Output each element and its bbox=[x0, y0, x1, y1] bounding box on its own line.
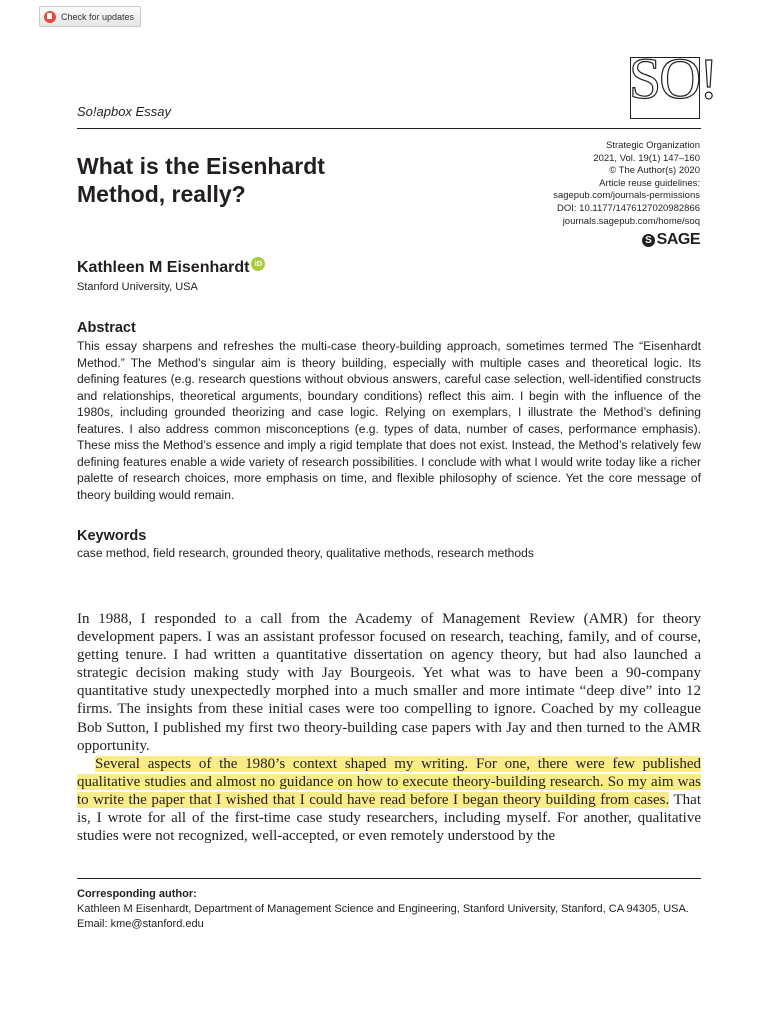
pub-volume: 2021, Vol. 19(1) 147–160 bbox=[593, 152, 700, 164]
pub-reuse-label: Article reuse guidelines: bbox=[599, 177, 700, 189]
keywords-heading: Keywords bbox=[77, 528, 147, 544]
body-paragraph-2 bbox=[77, 755, 701, 845]
body-text bbox=[77, 610, 701, 845]
pub-permissions-link[interactable]: sagepub.com/journals-permissions bbox=[553, 190, 700, 202]
author-name: Kathleen M Eisenhardt bbox=[77, 259, 250, 276]
body-paragraph-2-rest: That is, I wrote for all of the first-time case study researchers, including myself. For another, qualitative studies were not recognized, well-accepted, or even remotely understood by the bbox=[77, 791, 701, 845]
abstract-heading: Abstract bbox=[77, 320, 136, 336]
essay-type-label: So!apbox Essay bbox=[77, 104, 171, 119]
footer-divider bbox=[77, 878, 701, 879]
check-for-updates-button[interactable] bbox=[39, 6, 141, 27]
body-paragraph-1: In 1988, I responded to a call from the Academy of Management Review (AMR) for theory development papers. I was an assistant professor focused on research, teaching, family, and of course, getting tenure. I had written a quantitative dissertation on agency theory, but had also launched a strategic decision making study with Jay Bourgeois. Yet what was to have been a 90-company quantitative study unexpectedly morphed into a much smaller and more intimate “deep dive” into 12 firms. The insights from these initial cases were too compelling to ignore. Coached by my colleague Bob Sutton, I published my first two theory-building case papers with Jay and then turned to the AMR opportunity. bbox=[77, 611, 701, 754]
pub-journal-link[interactable]: journals.sagepub.com/home/soq bbox=[562, 215, 700, 227]
abstract-text: This essay sharpens and refreshes the multi-case theory-building approach, sometimes termed The “Eisenhardt Method.” The Method’s singular aim is theory building, especially with multiple cases and theoretical logic. Its defining features (e.g. research questions without obvious answers, careful case selection, well-identified constructs and relationships, theoretical arguments, boundary conditions) reflect this aim. I begin with the influence of the 1980s, including grounded theorizing and case logic. Relying on exemplars, I illustrate the Method’s defining features. I also address common misconceptions (e.g. types of data, number of cases, performance emphasis). These miss the Method’s essence and imply a rigid template that does not exist. Instead, the Method’s relatively few defining features enable a wide variety of research possibilities. I conclude with what I would write today like a richer palette of research choices, more emphasis on time, and flexible philosophy of science. Yet the core message of theory building would remain. bbox=[77, 339, 701, 502]
sage-mark-icon: S bbox=[642, 234, 655, 247]
pub-journal: Strategic Organization bbox=[606, 140, 700, 151]
corresponding-author-footer bbox=[77, 887, 701, 932]
journal-logo bbox=[629, 46, 717, 119]
header-divider bbox=[77, 128, 701, 129]
pub-doi[interactable]: DOI: 10.1177/1476127020982866 bbox=[557, 202, 700, 214]
highlighted-passage[interactable]: Several aspects of the 1980’s context shaped my writing. For one, there were few published qualitative studies and almost no guidance on how to execute theory-building research. So my aim was to write the paper that I wished that I could have read before I began theory building from cases. bbox=[77, 755, 701, 808]
corresponding-author-email[interactable]: Email: kme@stanford.edu bbox=[77, 918, 204, 930]
author-affiliation: Stanford University, USA bbox=[77, 281, 198, 293]
pub-copyright: © The Author(s) 2020 bbox=[609, 165, 700, 177]
sage-logo-text: SAGE bbox=[656, 231, 700, 248]
author-name-row bbox=[77, 259, 265, 277]
journal-logo-text: SO! bbox=[629, 46, 717, 111]
check-for-updates-label: Check for updates bbox=[61, 11, 135, 22]
orcid-icon[interactable]: iD bbox=[251, 257, 265, 271]
keywords-text: case method, field research, grounded theory, qualitative methods, research methods bbox=[77, 546, 534, 560]
corresponding-author-label: Corresponding author: bbox=[77, 888, 197, 900]
crossmark-icon bbox=[44, 11, 56, 23]
sage-logo bbox=[642, 231, 700, 249]
publication-info bbox=[553, 140, 700, 228]
author-block bbox=[77, 259, 265, 293]
corresponding-author-address: Kathleen M Eisenhardt, Department of Management Science and Engineering, Stanford University, Stanford, CA 94305, USA. bbox=[77, 903, 689, 915]
article-title: What is the Eisenhardt Method, really? bbox=[77, 153, 325, 207]
